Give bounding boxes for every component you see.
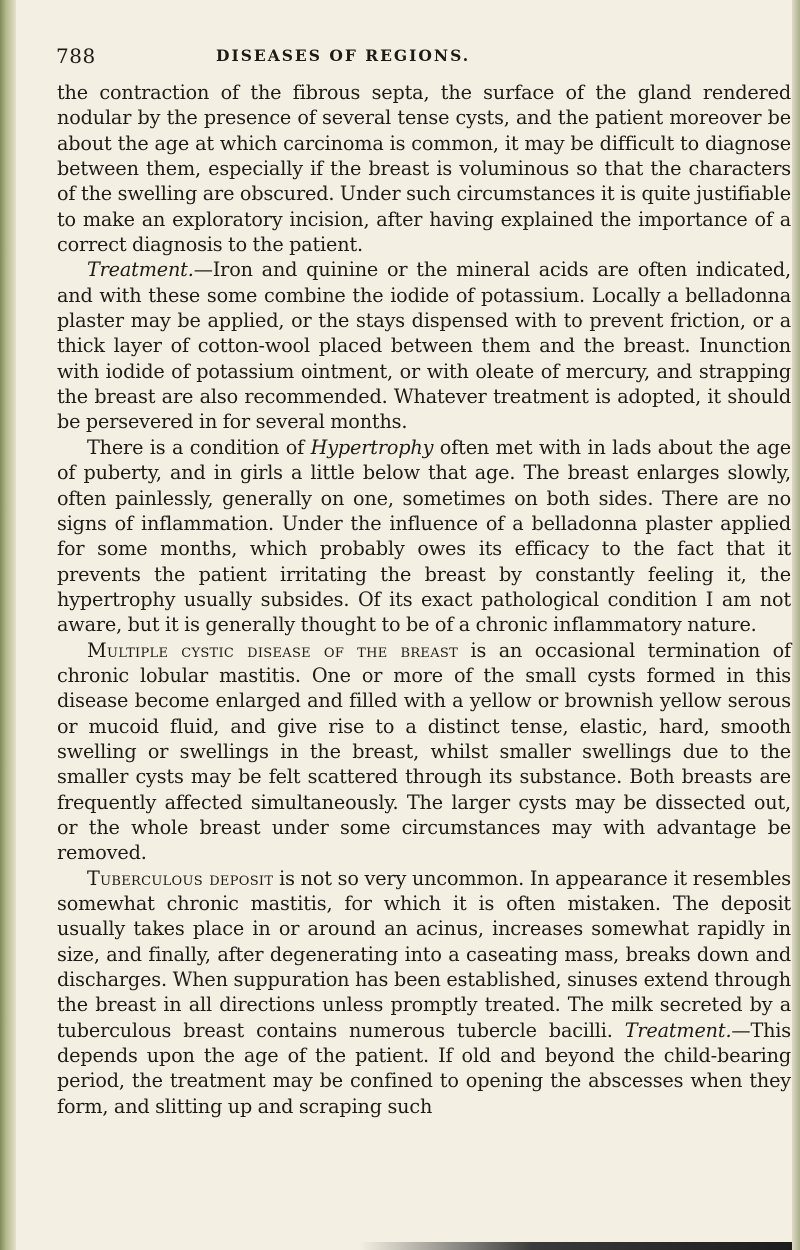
paragraph-treatment — [57, 257, 791, 434]
hypertrophy-text: often met with in lads about the age of puberty, and in girls a little below that age. The breast enlarges slowly, often painlessly, generally on one, sometimes on both sides. There are no signs of inflammation. Under the influence of a belladonna plaster applied for some months, which probably owes its efficacy to the fact that it prevents the patient irritating the breast by constantly feeling it, the hypertrophy usually subsides. Of its exact pathological condition I am not aware, but it is generally thought to be of a chronic inflammatory nature. — [57, 435, 792, 637]
page-number: 788 — [56, 44, 96, 68]
hypertrophy-intro: There is a condition of — [87, 435, 311, 459]
tuberculous-treatment-dash: — — [731, 1018, 751, 1042]
page-edge-shadow — [792, 0, 800, 1250]
page-header — [56, 44, 770, 72]
running-head: DISEASES OF REGIONS. — [216, 46, 471, 65]
cystic-disease-text: is an occasional termination of chronic lobular mastitis. One or more of the small cysts formed in this disease become enlarged and filled with a yellow or brownish yellow serous or mucoid fluid, and give rise to a distinct tense, elastic, hard, smooth swelling or swellings in the breast, whilst smaller swellings due to the smaller cysts may be felt scattered through its substance. Both breasts are frequently affected simultaneously. The larger cysts may be dissected out, or the whole breast under some circumstances may with advantage be removed. — [57, 638, 791, 865]
paragraph-cystic-disease — [57, 638, 791, 866]
cystic-disease-heading: Multiple cystic disease of the breast — [87, 638, 459, 662]
paragraph-diagnosis: the contraction of the fibrous septa, the surface of the gland rendered nodular by the presence of several tense cysts, and the patient moreover be about the age at which carcinoma is common, it may be difficult to diagnose between them, especially if the breast is voluminous so that the characters of the swelling are obscured. Under such circumstances it is quite justifiable to make an exploratory incision, after having explained the importance of a correct diagnosis to the patient. — [57, 81, 791, 257]
tuberculous-heading: Tuberculous deposit — [87, 866, 274, 890]
hypertrophy-term: Hypertrophy — [310, 435, 434, 459]
paragraph-tuberculous-deposit — [57, 866, 791, 1119]
treatment-text: —Iron and quinine or the mineral acids are often indicated, and with these some combine the iodide of potassium. Locally a belladonna plaster may be applied, or the stays dispensed with to prevent friction, or a thick layer of cotton-wool placed between them and the breast. Inunction with iodide of potassium ointment, or with oleate of mercury, and strapping the breast are also recommended. Whatever treatment is adopted, it should be persevered in for several months. — [57, 258, 791, 434]
bottom-edge-shadow — [360, 1242, 792, 1250]
page-binding-shadow — [0, 0, 16, 1250]
tuberculous-text: is not so very uncommon. In appearance it resembles somewhat chronic mastitis, for which it is often mistaken. The deposit usually takes place in or around an acinus, increases somewhat rapidly in size, and finally, after degenerating into a caseating mass, breaks down and discharges. When suppuration has been established, sinuses extend through the breast in all directions unless promptly treated. The milk secreted by a tuberculous breast contains numerous tubercle bacilli. — [57, 866, 792, 1042]
treatment-label: Treatment. — [87, 258, 194, 282]
tuberculous-treatment-text: This depends upon the age of the patient. If old and beyond the child-bearing period, the treatment may be confined to opening the abscesses when they form, and slitting up and scraping such — [57, 1018, 791, 1118]
body-text — [57, 80, 791, 1119]
paragraph-hypertrophy — [57, 435, 791, 638]
tuberculous-treatment-label: Treatment. — [624, 1018, 732, 1042]
